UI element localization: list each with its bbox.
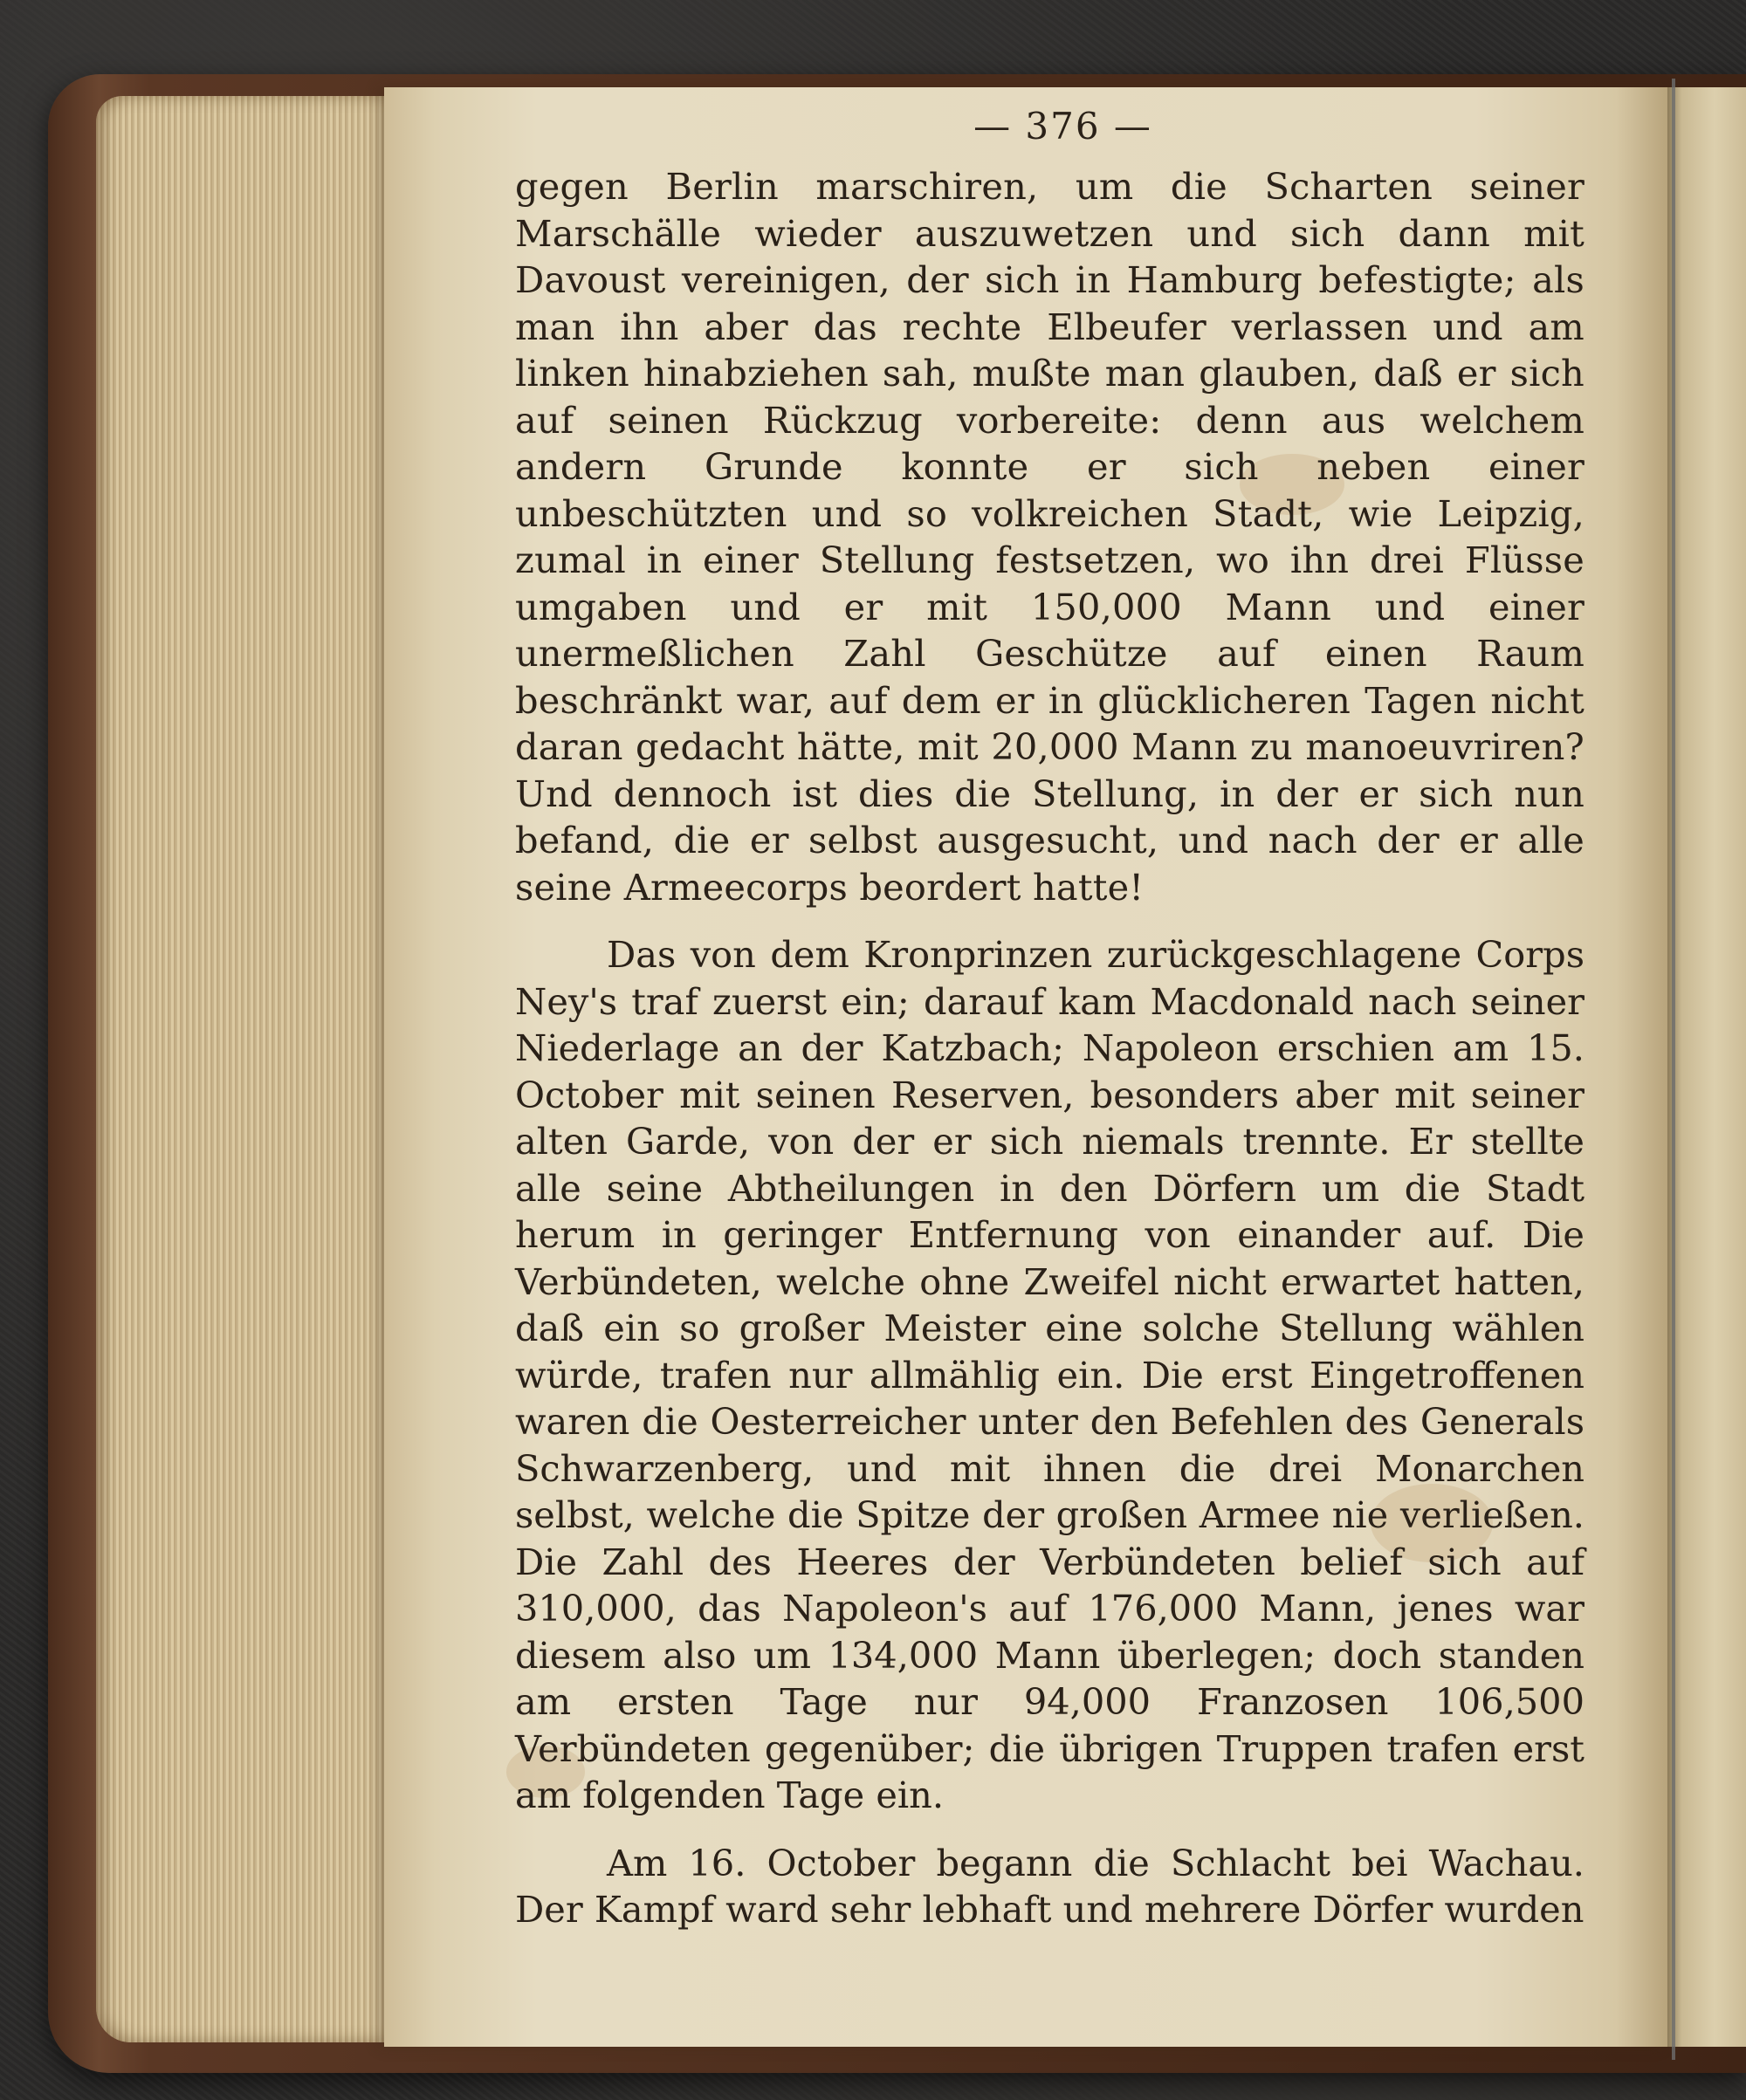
page-text	[515, 105, 1584, 1933]
facing-page	[1667, 87, 1746, 2047]
paragraph-2: Das von dem Kronprinzen zurückgeschlagene Corps Ney's traf zuerst ein; darauf kam Macdonald nach seiner Niederlage an der Katzbach; Napoleon erschien am 15. October mit seinen Reserven, besonders aber mit seiner alten Garde, von der er sich niemals trennte. Er stellte alle seine Abtheilungen in den Dörfern um die Stadt herum in geringer Entfernung von einander auf. Die Verbündeten, welche ohne Zweifel nicht erwartet hatten, daß ein so großer Meister eine solche Stellung wählen würde, trafen nur allmählig ein. Die erst Eingetroffenen waren die Oesterreicher unter den Befehlen des Generals Schwarzenberg, und mit ihnen die drei Monarchen selbst, welche die Spitze der großen Armee nie verließen. Die Zahl des Heeres der Verbündeten belief sich auf 310,000, das Napoleon's auf 176,000 Mann, jenes war diesem also um 134,000 Mann überlegen; doch standen am ersten Tage nur 94,000 Franzosen 106,500 Verbündeten gegenüber; die übrigen Truppen trafen erst am folgenden Tage ein.	[515, 933, 1584, 1816]
paragraph-1: gegen Berlin marschiren, um die Scharten seiner Marschälle wieder auszuwetzen und sich dann mit Davoust vereinigen, der sich in Hamburg befestigte; als man ihn aber das rechte Elbeufer verlassen und am linken hinabziehen sah, mußte man glauben, daß er sich auf seinen Rückzug vorbereite: denn aus welchem andern Grunde konnte er sich neben einer unbeschützten und so volkreichen Stadt, wie Leipzig, zumal in einer Stellung festsetzen, wo ihn drei Flüsse umgaben und er mit 150,000 Mann und einer unermeßlichen Zahl Geschütze auf einen Raum beschränkt war, auf dem er in glücklicheren Tagen nicht daran gedacht hätte, mit 20,000 Mann zu manoeuvriren? Und dennoch ist dies die Stellung, in der er sich nun befand, die er selbst ausgesucht, und nach der er alle seine Armeecorps beordert hatte!	[515, 165, 1584, 909]
paragraph-3: Am 16. October begann die Schlacht bei Wachau. Der Kampf ward sehr lebhaft und mehrere Dörfer wurden	[515, 1841, 1584, 1931]
page-edges	[96, 96, 393, 2042]
page-number: — 376 —	[973, 105, 1152, 148]
gutter-shadow	[1672, 79, 1675, 2060]
